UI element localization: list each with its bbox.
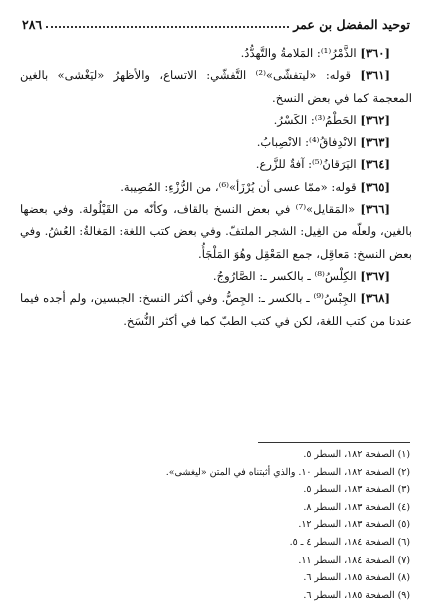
footnote-item: (٦) الصفحة ١٨٤، السطر ٤ ـ ٥.: [289, 536, 410, 548]
entry-number: [٣٦٤]: [360, 157, 390, 172]
page-header: [22, 12, 410, 32]
entry-368: [20, 287, 412, 332]
footnote-item: (٤) الصفحة ١٨٣، السطر ٨.: [303, 501, 410, 513]
main-text: [20, 42, 412, 332]
footnote-item: (٨) الصفحة ١٨٥، السطر ٦.: [303, 572, 410, 584]
entry-362: [20, 109, 412, 131]
entry-361: [20, 64, 412, 109]
footnote-item: (٢) الصفحة ١٨٢، السطر ١٠. والذي أثبتناه في المتن «ليغشى».: [165, 466, 410, 478]
footnote-item: (٣) الصفحة ١٨٣، السطر ٥.: [303, 484, 410, 496]
entry-text: قوله: «ممّا عسى أن يُرْزَأ»⁽⁶⁾، من الرُّزْءِ: المُصِيبة.: [120, 179, 357, 194]
entry-text: الكِلْسُ⁽⁸⁾ ـ بالكسر ـ: الصَّارُوجُ.: [212, 268, 357, 283]
entry-364: [20, 153, 412, 175]
entry-365: [20, 176, 412, 198]
entry-text: الحَطْمُ⁽³⁾: الكَسْرُ.: [273, 112, 357, 127]
entry-number: [٣٦١]: [360, 68, 391, 83]
footnote-divider: [258, 442, 410, 443]
footnotes-list: [40, 446, 410, 604]
footnote-item: (١) الصفحة ١٨٢، السطر ٥.: [303, 449, 410, 460]
entry-363: [20, 131, 412, 153]
entry-360: [20, 42, 412, 64]
entry-366: [20, 198, 412, 265]
entry-text: الذَّمْرُ⁽¹⁾: المَلامةُ والتَّهدُّدُ.: [240, 46, 357, 60]
entry-number: [٣٦٣]: [360, 135, 390, 150]
entry-text: الجِبْسُ⁽⁹⁾ ـ بالكسر ـ: الجِصُّ. وفي أكثر النسخ: الجبسين، ولم أجده فيما عندنا من كتب اللغة، لكن في كتب الطبّ كما في أكثر النُّسَخ.: [20, 291, 412, 328]
entry-number: [٣٦٢]: [360, 112, 390, 127]
entry-text: قوله: «ليتفشّى»⁽²⁾ التَّفشّي: الاتساع، والأظهرُ «ليَغْشى» بالغين المعجمة كما في بعض النسخ.: [20, 68, 412, 105]
entry-text: «المَقايل»⁽⁷⁾ في بعض النسخ بالقاف، وكأنّه من القَيْلُولة. وفي بعضها بالغين، ولعلّه من الغِيل: الشجر الملتفّ. وفي بعض كتب اللغة: المَغالةُ: العُشُ. وفي بعض النسخ: مَعاقِل، جمع المَعْقِل وهُوَ المَلْجَأُ.: [20, 202, 412, 261]
entry-367: [20, 265, 412, 287]
entry-number: [٣٦٨]: [360, 291, 391, 306]
entry-text: اليَرَقانُ⁽⁵⁾: آفةٌ للزَّرع.: [255, 157, 357, 172]
footnote-item: (٧) الصفحة ١٨٤، السطر ١١.: [298, 554, 410, 566]
entry-number: [٣٦٥]: [360, 179, 390, 194]
entry-number: [٣٦٧]: [360, 268, 390, 283]
page-number: ٢٨٦: [22, 17, 43, 32]
header-dot-leader: [46, 26, 289, 28]
entry-number: [٣٦٦]: [360, 202, 390, 217]
entry-number: [٣٦٠]: [360, 46, 390, 60]
entry-text: الانْدِفاقُ⁽⁴⁾: الانْصِبابُ.: [256, 135, 357, 150]
running-title: توحيد المفضل بن عمر: [293, 17, 410, 32]
footnote-item: (٥) الصفحة ١٨٣، السطر ١٢.: [298, 519, 410, 531]
footnote-item: (٩) الصفحة ١٨٥، السطر ٦.: [303, 589, 410, 601]
